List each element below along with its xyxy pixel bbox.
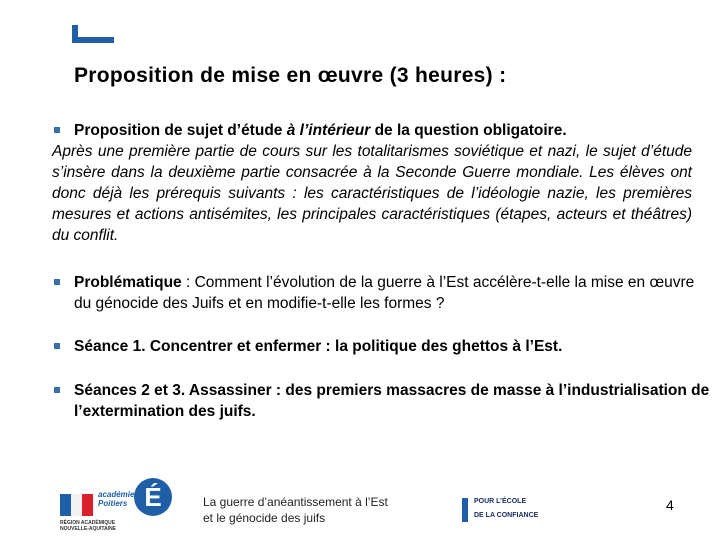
seances-2-3-text: Séances 2 et 3. Assassiner : des premiers massacres de masse à l’industrialisation de l’extermination des juifs. (74, 382, 710, 420)
bullet-square-icon (54, 127, 60, 133)
bullet-item-2 (52, 272, 714, 314)
footer-caption (203, 494, 388, 526)
item-1-emphasis: à l’intérieur (286, 122, 371, 139)
bullet-item-3 (52, 336, 714, 357)
page-number: 4 (666, 497, 674, 513)
slide-content (52, 120, 710, 420)
bullet-item-1 (52, 120, 692, 141)
corner-decoration (72, 25, 114, 43)
context-paragraph: Après une première partie de cours sur les totalitarismes soviétique et nazi, le sujet d’étude s’insère dans la deuxième partie consacrée à la Seconde Guerre mondiale. Les élèves ont donc déjà les prérequis suivants : les caractéristiques de l’idéologie nazie, les premières mesures et actions antisémites, les principales caractéristiques (étapes, acteurs et théâtres) du conflit. (52, 143, 692, 244)
region-label: RÉGION ACADÉMIQUE NOUVELLE-AQUITAINE (60, 520, 117, 532)
ecole-confiance-logo: POUR L’ÉCOLE DE LA CONFIANCE (462, 496, 572, 526)
item-1-suffix: de la question obligatoire. (370, 122, 567, 139)
problematique-label: Problématique (74, 274, 182, 291)
footer-caption-line-2: et le génocide des juifs (203, 511, 326, 525)
bullet-item-4 (52, 380, 714, 422)
item-1-prefix: Proposition de sujet d’étude (74, 122, 287, 139)
slide-title: Proposition de mise en œuvre (3 heures) : (74, 64, 507, 87)
republic-flag-icon (60, 494, 94, 516)
academy-e-icon: É (134, 478, 172, 516)
problematique-text: : Comment l’évolution de la guerre à l’Est accélère-t-elle la mise en œuvre du génocide des Juifs et en modifie-t-elle les formes ? (74, 274, 695, 312)
bullet-square-icon (54, 279, 60, 285)
academy-logo (60, 476, 160, 534)
bullet-square-icon (54, 343, 60, 349)
academy-name: académie Poitiers (98, 490, 135, 508)
slide-footer (0, 470, 720, 540)
seance-1-text: Séance 1. Concentrer et enfermer : la politique des ghettos à l’Est. (74, 338, 563, 355)
footer-caption-line-1: La guerre d’anéantissement à l’Est (203, 495, 388, 509)
bullet-square-icon (54, 387, 60, 393)
